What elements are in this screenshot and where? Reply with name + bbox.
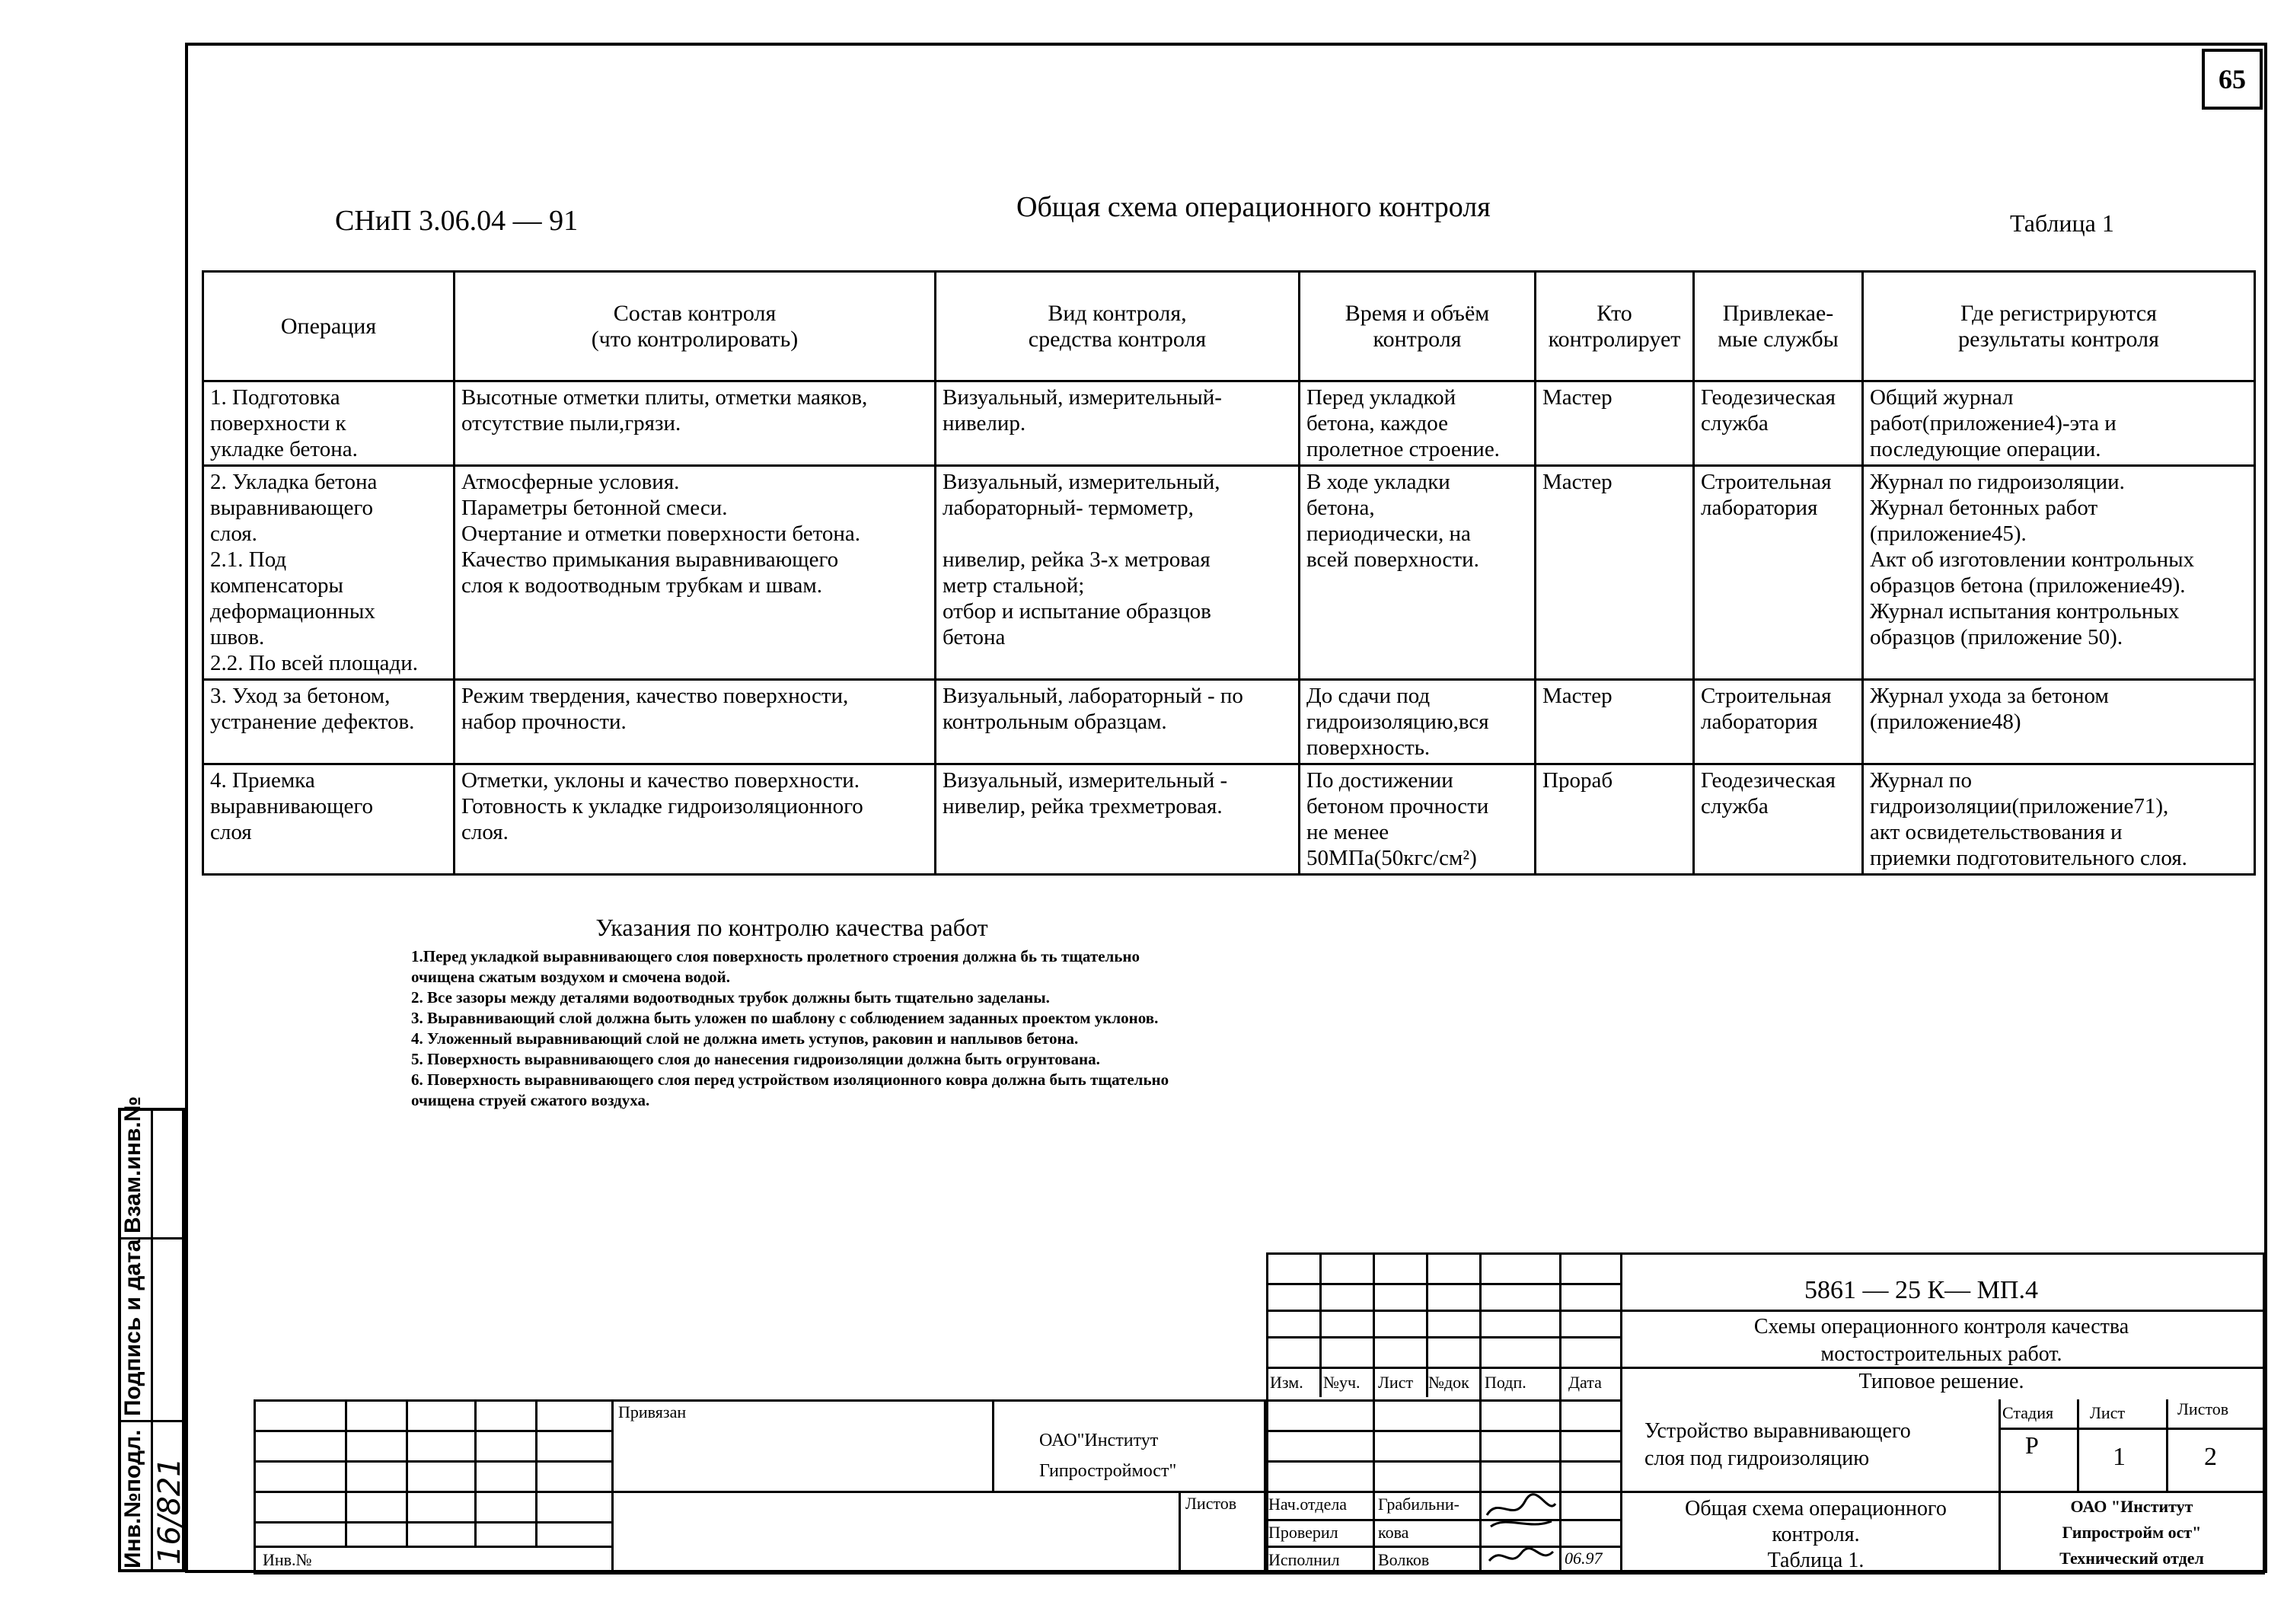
table-cell: Визуальный, измерительный- нивелир. — [936, 381, 1300, 466]
header-services: Привлекае- мые службы — [1694, 272, 1863, 381]
stage-header: Стадия — [2002, 1403, 2054, 1422]
project-name: Схемы операционного контроля качества мостостроительных работ. Типовое решение. — [1753, 1315, 2129, 1393]
side-stamp-inv-value: 16/821 — [152, 1457, 187, 1565]
title-block-org: ОАО "Институт Гипростройм ост" Технический отдел — [2059, 1497, 2204, 1568]
header-who: Кто контролирует — [1536, 272, 1694, 381]
privyazan-label: Привязан — [618, 1402, 687, 1421]
note-item: 6. Поверхность выравнивающего слоя перед устройством изоляционного ковра должна быть тщательно очищена струей сжатого воздуха. — [411, 1070, 1169, 1109]
side-stamp-inv-podl: Инв.№подл. — [120, 1429, 145, 1568]
role-ispolnil: Исполнил — [1268, 1550, 1340, 1569]
date-ispolnil: 06.97 — [1565, 1549, 1603, 1568]
table-cell: Высотные отметки плиты, отметки маяков, отсутствие пыли,грязи. — [455, 381, 936, 466]
role-nach: Нач.отдела — [1268, 1495, 1348, 1514]
sheet-value: 1 — [2113, 1443, 2126, 1471]
quality-notes — [411, 914, 1401, 1111]
drawing-code: 5861 — 25 К— МП.4 — [1804, 1276, 2038, 1304]
table-cell: Мастер — [1536, 680, 1694, 764]
stage-value: Р — [2025, 1431, 2039, 1459]
table-cell: Визуальный, лабораторный - по контрольным образцам. — [936, 680, 1300, 764]
table-cell: Геодезическая служба — [1694, 381, 1863, 466]
table-cell: Геодезическая служба — [1694, 764, 1863, 875]
table-cell: Журнал по гидроизоляции(приложение71), акт освидетельствования и приемки подготовительного слоя. — [1863, 764, 2255, 875]
table-cell: Общий журнал работ(приложение4)-эта и последующие операции. — [1863, 381, 2255, 466]
name-nach: Грабильни- — [1378, 1495, 1459, 1514]
col-nuch: №уч. — [1323, 1373, 1361, 1392]
table-cell: Строительная лаборатория — [1694, 466, 1863, 680]
listov-label: Листов — [1185, 1494, 1237, 1513]
table-row — [203, 466, 2255, 680]
table-cell: 3. Уход за бетоном, устранение дефектов. — [203, 680, 455, 764]
side-stamp-vzam: Взам.инв.№ — [120, 1096, 145, 1233]
note-item: 5. Поверхность выравнивающего слоя до нанесения гидроизоляции должна быть огрунтована. — [411, 1050, 1100, 1068]
table-cell: Строительная лаборатория — [1694, 680, 1863, 764]
table-row — [203, 381, 2255, 466]
col-podp: Подп. — [1485, 1373, 1526, 1392]
table-cell: Визуальный, измерительный - нивелир, рейка трехметровая. — [936, 764, 1300, 875]
table-row — [203, 680, 2255, 764]
table-cell: Прораб — [1536, 764, 1694, 875]
table-header-row — [203, 272, 2255, 381]
table-cell: Атмосферные условия. Параметры бетонной смеси. Очертание и отметки поверхности бетона. Качество примыкания выравнивающего слоя к водоотводным трубкам и швам. — [455, 466, 936, 680]
table-cell: До сдачи под гидроизоляцию,вся поверхность. — [1300, 680, 1536, 764]
note-item: 1.Перед укладкой выравнивающего слоя поверхность пролетного строения должна бь ть тщательно очищена сжатым воздухом и смочена водой. — [411, 947, 1140, 986]
col-ndok: №док — [1428, 1373, 1469, 1392]
name-proveril: кова — [1378, 1523, 1409, 1542]
table-cell: Отметки, уклоны и качество поверхности. Готовность к укладке гидроизоляционного слоя. — [455, 764, 936, 875]
sheet-header: Лист — [2090, 1403, 2126, 1422]
control-table — [202, 270, 2256, 876]
col-izm: Изм. — [1270, 1373, 1303, 1392]
notes-title: Указания по контролю качества работ — [595, 914, 988, 941]
header-time: Время и объём контроля — [1300, 272, 1536, 381]
table-cell: Журнал ухода за бетоном (приложение48) — [1863, 680, 2255, 764]
table-cell: Мастер — [1536, 381, 1694, 466]
sheet-title: Устройство выравнивающего слоя под гидроизоляцию — [1644, 1419, 1911, 1470]
inv-no-label: Инв.№ — [263, 1550, 312, 1569]
table-cell: Журнал по гидроизоляции. Журнал бетонных работ (приложение45). Акт об изготовлении контрольных образцов бетона (приложение49). Журнал испытания контрольных образцов (приложение 50). — [1863, 466, 2255, 680]
sheets-header: Листов — [2177, 1399, 2229, 1418]
header-records: Где регистрируются результаты контроля — [1863, 272, 2255, 381]
table-cell: Мастер — [1536, 466, 1694, 680]
signature-scribble — [1483, 1492, 1559, 1572]
table-label: Таблица 1 — [2010, 209, 2114, 237]
table-cell: 1. Подготовка поверхности к укладке бетона. — [203, 381, 455, 466]
table-cell: 4. Приемка выравнивающего слоя — [203, 764, 455, 875]
table-cell: Визуальный, измерительный, лабораторный- термометр, нивелир, рейка 3-х метровая метр стальной; отбор и испытание образцов бетона — [936, 466, 1300, 680]
page-title: Общая схема операционного контроля — [1016, 191, 1491, 223]
left-stamp-org: ОАО"Институт Гипростроймост" — [1039, 1431, 1177, 1481]
table-row — [203, 764, 2255, 875]
table-cell: По достижении бетоном прочности не менее 50МПа(50кгс/см²) — [1300, 764, 1536, 875]
note-item: 3. Выравнивающий слой должна быть уложен по шаблону с соблюдением заданных проектом уклонов. — [411, 1009, 1159, 1027]
col-data: Дата — [1568, 1373, 1602, 1392]
role-proveril: Проверил — [1268, 1523, 1338, 1542]
note-item: 4. Уложенный выравнивающий слой не должна иметь уступов, раковин и наплывов бетона. — [411, 1029, 1079, 1048]
drawing-title: Общая схема операционного контроля. Таблица 1. — [1685, 1497, 1947, 1572]
header-operation: Операция — [203, 272, 455, 381]
table-cell: Режим твердения, качество поверхности, набор прочности. — [455, 680, 936, 764]
header-type: Вид контроля, средства контроля — [936, 272, 1300, 381]
col-list: Лист — [1378, 1373, 1414, 1392]
table-cell: Перед укладкой бетона, каждое пролетное строение. — [1300, 381, 1536, 466]
page-number: 65 — [2202, 49, 2263, 110]
table-cell: В ходе укладки бетона, периодически, на всей поверхности. — [1300, 466, 1536, 680]
header-scope: Состав контроля (что контролировать) — [455, 272, 936, 381]
note-item: 2. Все зазоры между деталями водоотводных трубок должны быть тщательно заделаны. — [411, 988, 1050, 1007]
table-cell: 2. Укладка бетона выравнивающего слоя. 2.1. Под компенсаторы деформационных швов. 2.2. По всей площади. — [203, 466, 455, 680]
name-ispolnil: Волков — [1378, 1550, 1430, 1569]
sheets-value: 2 — [2204, 1443, 2217, 1471]
side-stamp-podpis: Подпись и дата — [120, 1239, 145, 1416]
doc-code: СНиП 3.06.04 — 91 — [335, 205, 579, 237]
